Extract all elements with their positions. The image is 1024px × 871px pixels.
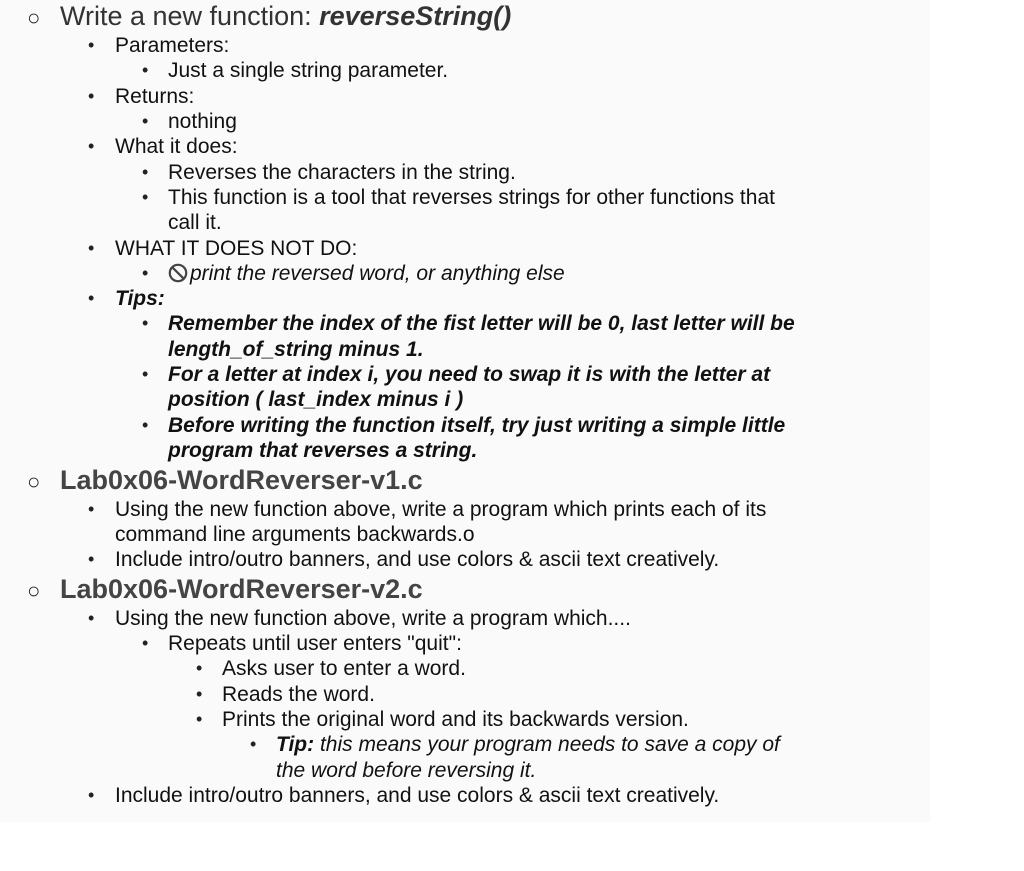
tips-label: Tips: bbox=[115, 287, 165, 310]
prohibited-icon bbox=[168, 263, 188, 283]
parameters-text: Just a single string parameter. bbox=[168, 59, 449, 82]
function-name: reverseString() bbox=[319, 1, 512, 31]
does-text-1: Reverses the characters in the string. bbox=[168, 161, 516, 184]
main-bullet: ○ bbox=[27, 5, 41, 30]
v2-repeat: Repeats until user enters "quit": bbox=[168, 632, 462, 655]
parameters-label: Parameters: bbox=[115, 34, 230, 57]
tip-3-continued: program that reverses a string. bbox=[168, 439, 478, 462]
v2-sub-1: Asks user to enter a word. bbox=[222, 657, 466, 680]
what-it-does-label: What it does: bbox=[115, 135, 238, 158]
v2-sub-3: Prints the original word and its backwards version. bbox=[222, 708, 689, 731]
tip-1-continued: length_of_string minus 1. bbox=[168, 338, 424, 361]
v2-text-1: Using the new function above, write a program which.... bbox=[115, 607, 631, 630]
v1-text-2: Include intro/outro banners, and use colors & ascii text creatively. bbox=[115, 548, 720, 571]
v1-text-1: Using the new function above, write a program which prints each of its bbox=[115, 498, 767, 521]
does-not-do-text: print the reversed word, or anything else bbox=[190, 262, 565, 285]
section-title-v1: Lab0x06-WordReverser-v1.c bbox=[60, 465, 423, 495]
v2-tip-text: this means your program needs to save a copy of bbox=[314, 733, 780, 756]
section-title-prefix: Write a new function: bbox=[60, 1, 320, 31]
v2-text-2: Include intro/outro banners, and use colors & ascii text creatively. bbox=[115, 784, 720, 807]
tip-3: Before writing the function itself, try just writing a simple little bbox=[168, 414, 786, 437]
v2-tip-continued: the word before reversing it. bbox=[276, 759, 537, 782]
tip-2: For a letter at index i, you need to swap it is with the letter at bbox=[168, 363, 771, 386]
does-text-2-continued: call it. bbox=[168, 211, 222, 234]
returns-text: nothing bbox=[168, 110, 237, 133]
tip-2-continued: position ( last_index minus i ) bbox=[168, 388, 464, 411]
main-bullet: ○ bbox=[27, 578, 41, 603]
v2-sub-2: Reads the word. bbox=[222, 683, 375, 706]
does-text-2: This function is a tool that reverses strings for other functions that bbox=[168, 186, 775, 209]
tip-1: Remember the index of the fist letter will be 0, last letter will be bbox=[168, 312, 795, 335]
v2-tip-label: Tip: bbox=[276, 733, 315, 756]
does-not-do-label: WHAT IT DOES NOT DO: bbox=[115, 237, 358, 260]
returns-label: Returns: bbox=[115, 85, 195, 108]
section-title-v2: Lab0x06-WordReverser-v2.c bbox=[60, 574, 423, 604]
v1-text-1-continued: command line arguments backwards.o bbox=[115, 523, 475, 546]
main-bullet: ○ bbox=[27, 469, 41, 494]
